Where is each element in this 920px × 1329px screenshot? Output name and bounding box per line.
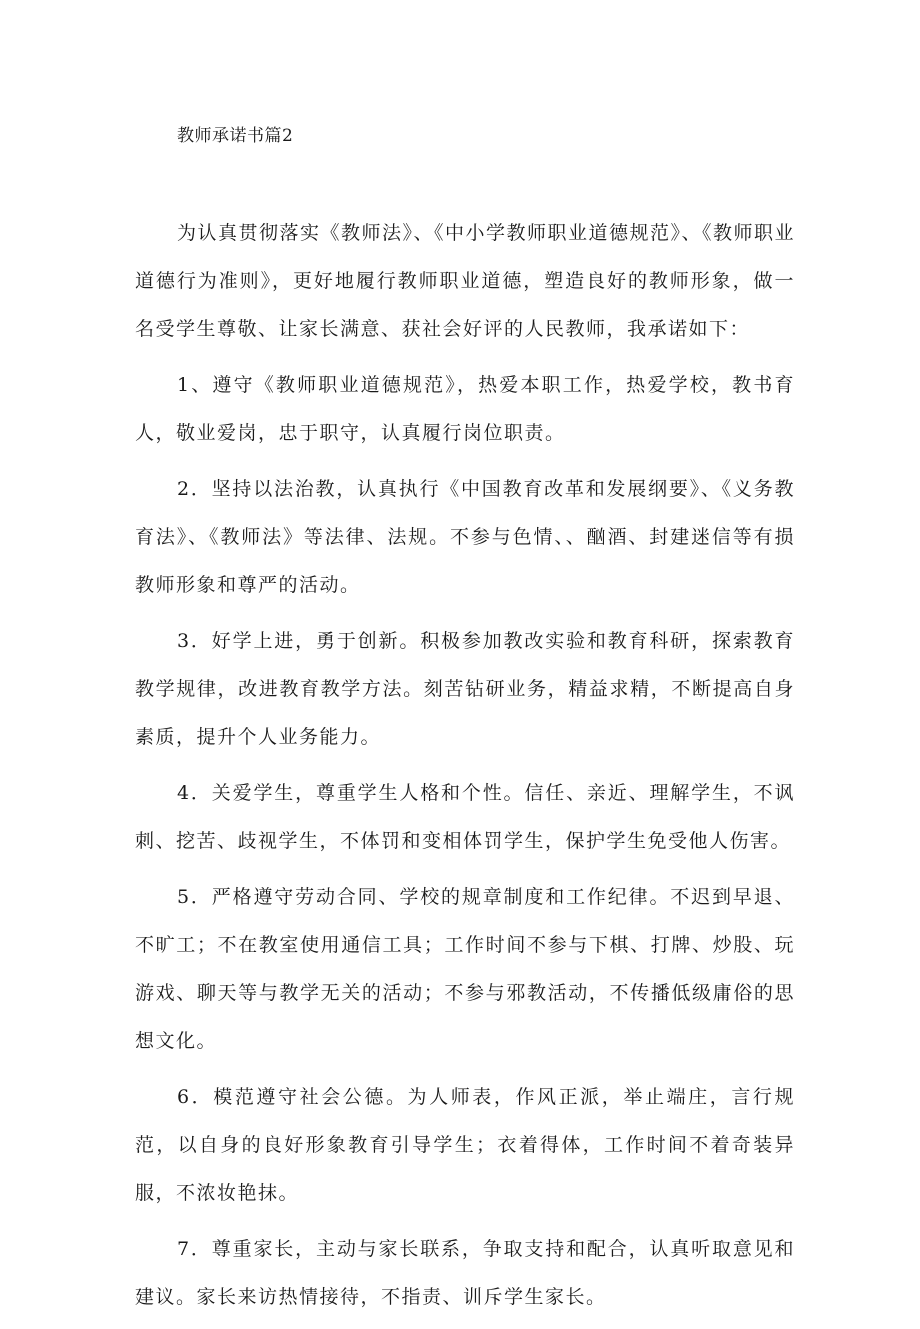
pledge-item-1: 1、遵守《教师职业道德规范》，热爱本职工作，热爱学校，教书育人，敬业爱岗，忠于职守，认真履行岗位职责。 — [135, 374, 795, 444]
pledge-item-5: 5．严格遵守劳动合同、学校的规章制度和工作纪律。不迟到早退、不旷工；不在教室使用通信工具；工作时间不参与下棋、打牌、炒股、玩游戏、聊天等与教学无关的活动；不参与邪教活动，不传播低级庸俗的思想文化。 — [135, 886, 795, 1052]
pledge-item-2: 2．坚持以法治教，认真执行《中国教育改革和发展纲要》、《义务教育法》、《教师法》等法律、法规。不参与色情、、酗酒、封建迷信等有损教师形象和尊严的活动。 — [135, 478, 795, 596]
intro-paragraph: 为认真贯彻落实《教师法》、《中小学教师职业道德规范》、《教师职业道德行为准则》，更好地履行教师职业道德，塑造良好的教师形象，做一名受学生尊敬、让家长满意、获社会好评的人民教师，我承诺如下： — [135, 222, 796, 340]
pledge-item-3: 3．好学上进，勇于创新。积极参加教改实验和教育科研，探索教育教学规律，改进教育教学方法。刻苦钻研业务，精益求精，不断提高自身素质，提升个人业务能力。 — [135, 630, 795, 748]
document-body — [135, 209, 795, 1329]
pledge-item-4: 4．关爱学生，尊重学生人格和个性。信任、亲近、理解学生，不讽刺、挖苦、歧视学生，不体罚和变相体罚学生，保护学生免受他人伤害。 — [135, 782, 795, 852]
document-title: 教师承诺书篇2 — [177, 126, 294, 146]
pledge-item-6: 6．模范遵守社会公德。为人师表，作风正派，举止端庄，言行规范，以自身的良好形象教育引导学生；衣着得体，工作时间不着奇装异服，不浓妆艳抹。 — [135, 1086, 795, 1204]
pledge-item-7: 7．尊重家长，主动与家长联系，争取支持和配合，认真听取意见和建议。家长来访热情接待，不指责、训斥学生家长。 — [135, 1238, 795, 1308]
